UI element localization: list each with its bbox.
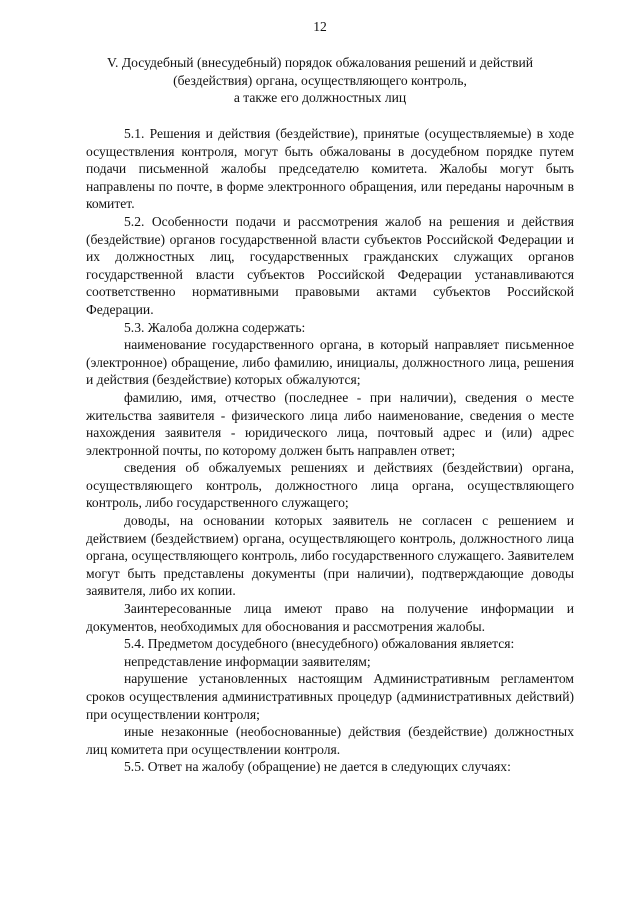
page-number: 12 [313,19,327,34]
section-title-line-1: V. Досудебный (внесудебный) порядок обжалования решений и действий [106,55,534,70]
paragraph-5-4-item-1: непредставление информации заявителям; [124,653,371,669]
paragraph-5-3-item-2: фамилию, имя, отчество (последнее - при наличии), сведения о месте жительства заявителя - физического лица либо наименование, сведения о месте нахождения заявителя - юридического лица, почтовый адрес и (или) адрес электронной почты, по которому должен быть направлен ответ; [86,389,574,458]
paragraph-5-3-item-3: сведения об обжалуемых решениях и действиях (бездействии) органа, осуществляющего контроль, должностного лица органа, осуществляющего контроль, либо государственного служащего; [86,460,574,511]
paragraph-5-3-item-4: доводы, на основании которых заявитель не согласен с решением и действием (бездействием) органа, осуществляющего контроль, должностного лица органа, осуществляющего контроль, либо государственного служащего. Заявителем могут быть представлены документы (при наличии), подтверждающие доводы заявителя, либо их копии. [86,513,574,599]
paragraph-5-4: 5.4. Предметом досудебного (внесудебного) обжалования является: [124,636,515,652]
section-title-line-3: а также его должностных лиц [233,90,407,106]
paragraph-5-5: 5.5. Ответ на жалобу (обращение) не дается в следующих случаях: [124,759,511,775]
document-body [86,125,574,776]
paragraph-interested-parties: Заинтересованные лица имеют право на получение информации и документов, необходимых для обоснования и рассмотрения жалобы. [86,601,574,634]
paragraph-5-3: 5.3. Жалоба должна содержать: [124,319,306,335]
paragraph-5-1: 5.1. Решения и действия (бездействие), принятые (осуществляемые) в ходе осуществления контроля, могут быть обжалованы в досудебном порядке путем подачи письменной жалобы председателю комитета. Жалобы могут быть направлены по почте, в форме электронного обращения, или переданы нарочным в комитет. [86,126,574,212]
section-title-line-2: (бездействия) органа, осуществляющего контроль, [173,72,467,88]
section-title [80,54,560,107]
paragraph-5-4-item-2: нарушение установленных настоящим Административным регламентом сроков осуществления административных процедур (административных действий) при осуществлении контроля; [86,671,574,722]
paragraph-5-3-item-1: наименование государственного органа, в который направляет письменное (электронное) обращение, либо фамилию, инициалы, должностного лица, решения и действия (бездействие) которых обжалуются; [86,337,574,388]
paragraph-5-2: 5.2. Особенности подачи и рассмотрения жалоб на решения и действия (бездействие) органов государственной власти субъектов Российской Федерации и их должностных лиц, государственных гражданских служащих органов государственной власти субъектов Российской Федерации устанавливаются соответственно нормативными правовыми актами субъектов Российской Федерации. [86,213,574,317]
paragraph-5-4-item-3: иные незаконные (необоснованные) действия (бездействие) должностных лиц комитета при осуществлении контроля. [86,724,574,757]
